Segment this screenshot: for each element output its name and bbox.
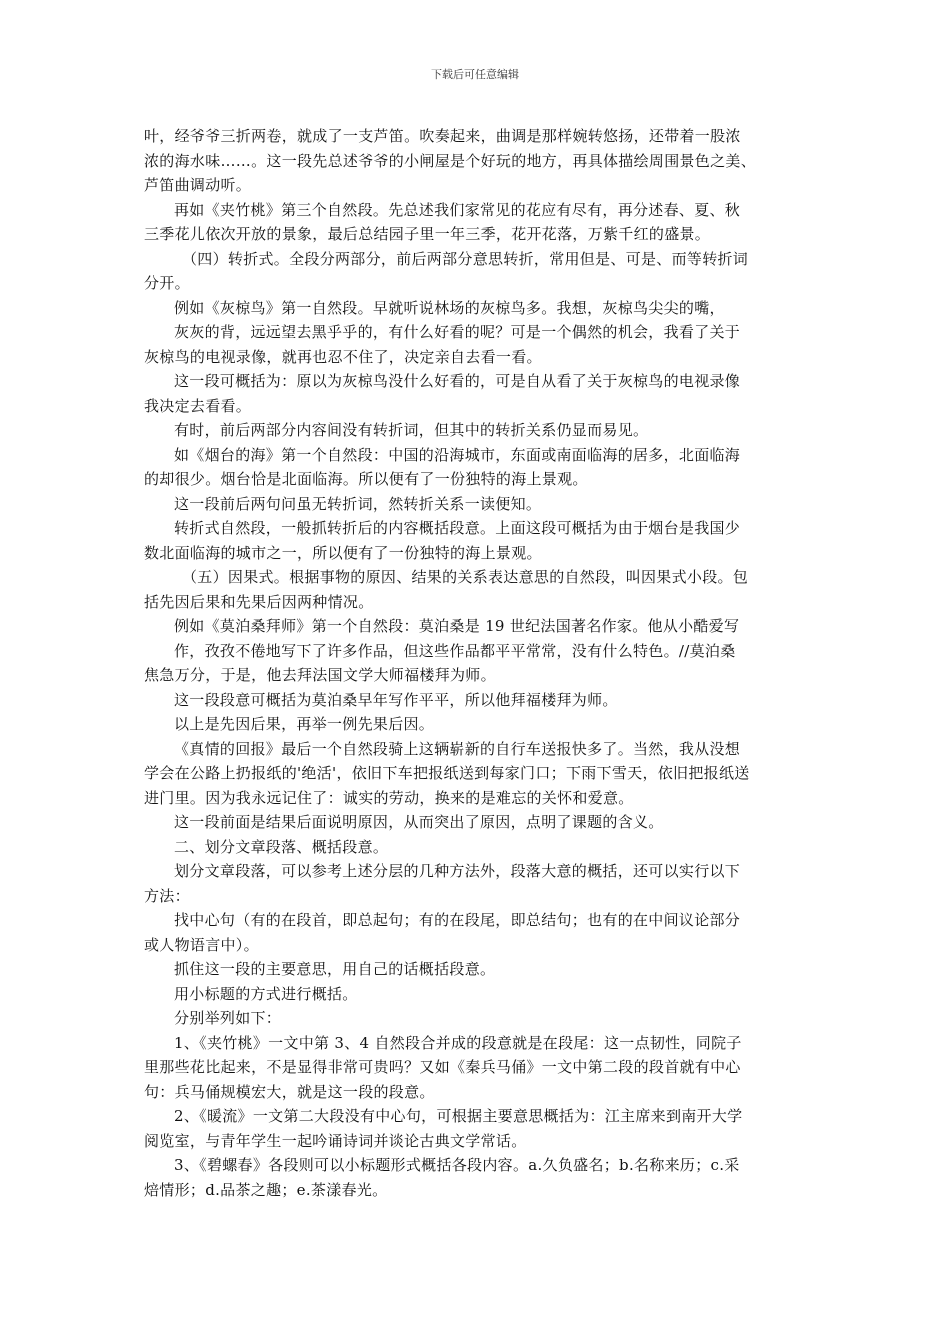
text-line: 焦急万分，于是，他去拜法国文学大师福楼拜为师。	[144, 666, 496, 684]
text-line: 二、划分文章段落、概括段意。	[174, 837, 389, 856]
text-line: 焙情形；d.品茶之趣；e.茶漾春光。	[144, 1180, 388, 1199]
text-line: 抓住这一段的主要意思，用自己的话概括段意。	[174, 960, 496, 978]
text-line: 进门里。因为我永远记住了：诚实的劳动，换来的是难忘的关怀和爱意。	[144, 788, 634, 807]
text-line: 2、《暖流》一文第二大段没有中心句，可根据主要意思概括为：江主席来到南开大学	[174, 1107, 743, 1125]
text-line: 这一段可概括为：原以为灰椋鸟没什么好看的，可是自从看了关于灰椋鸟的电视录像	[174, 372, 741, 390]
text-line: 用小标题的方式进行概括。	[174, 984, 358, 1003]
text-line: 例如《灰椋鸟》第一自然段。早就听说林场的灰椋鸟多。我想，灰椋鸟尖尖的嘴，	[174, 298, 725, 317]
text-line: 如《烟台的海》第一个自然段：中国的沿海城市，东面或南面临海的居多，北面临海	[174, 445, 741, 464]
text-line: 括先因后果和先果后因两种情况。	[144, 592, 374, 611]
text-line: 找中心句（有的在段首，即总起句；有的在段尾，即总结句；也有的在中间议论部分	[174, 911, 741, 929]
text-line: 数北面临海的城市之一，所以便有了一份独特的海上景观。	[144, 543, 542, 562]
text-line: 三季花儿依次开放的景象，最后总结园子里一年三季，花开花落，万紫千红的盛景。	[144, 225, 711, 243]
text-line: 3、《碧螺春》各段则可以小标题形式概括各段内容。a.久负盛名；b.名称来历；c.采	[174, 1156, 740, 1174]
text-line: 里那些花比起来，不是显得非常可贵吗？又如《秦兵马俑》一文中第二段的段首就有中心	[144, 1058, 741, 1076]
text-line: 这一段前面是结果后面说明原因，从而突出了原因，点明了课题的含义。	[174, 813, 664, 831]
text-line: （五）因果式。根据事物的原因、结果的关系表达意思的自然段，叫因果式小段。包	[182, 568, 749, 586]
text-line: 转折式自然段，一般抓转折后的内容概括段意。上面这段可概括为由于烟台是我国少	[174, 519, 741, 537]
text-line: 划分文章段落，可以参考上述分层的几种方法外，段落大意的概括，还可以实行以下	[174, 862, 741, 880]
text-line: 方法：	[144, 886, 190, 905]
text-line: 浓的海水味……。这一段先总述爷爷的小闸屋是个好玩的地方，再具体描绘周围景色之美、	[144, 151, 757, 170]
text-line: 1、《夹竹桃》一文中第 3、4 自然段合并成的段意就是在段尾：这一点韧性，同院子	[174, 1033, 742, 1052]
text-line: 芦笛曲调动听。	[144, 176, 252, 194]
text-line: 叶，经爷爷三折两卷，就成了一支芦笛。吹奏起来，曲调是那样婉转悠扬，还带着一股浓	[144, 127, 741, 145]
document-body	[144, 124, 820, 1202]
page-header: 下载后可任意编辑	[431, 68, 519, 81]
text-line: 作，孜孜不倦地写下了许多作品，但这些作品都平平常常，没有什么特色。//莫泊桑	[174, 641, 736, 660]
text-line: 学会在公路上扔报纸的'绝活'，依旧下车把报纸送到每家门口；下雨下雪天，依旧把报纸送	[144, 764, 750, 782]
text-line: 再如《夹竹桃》第三个自然段。先总述我们家常见的花应有尽有，再分述春、夏、秋	[174, 200, 741, 219]
text-line: 分别举列如下：	[174, 1009, 282, 1027]
text-line: 我决定去看看。	[144, 396, 252, 415]
text-line: 例如《莫泊桑拜师》第一个自然段：莫泊桑是 19 世纪法国著名作家。他从小酷爱写	[174, 617, 740, 635]
text-line: 分开。	[144, 274, 190, 292]
text-line: 阅览室，与青年学生一起吟诵诗词并谈论古典文学常话。	[144, 1131, 527, 1150]
text-line: 的却很少。烟台恰是北面临海。所以便有了一份独特的海上景观。	[144, 470, 588, 488]
text-line: 以上是先因后果，再举一例先果后因。	[174, 715, 435, 733]
text-line: 或人物语言中）。	[144, 935, 259, 954]
text-line: （四）转折式。全段分两部分，前后两部分意思转折，常用但是、可是、而等转折词	[182, 249, 749, 268]
text-line: 灰灰的背，远远望去黑乎乎的，有什么好看的呢？可是一个偶然的机会，我看了关于	[174, 323, 741, 341]
text-line: 有时，前后两部分内容间没有转折词，但其中的转折关系仍显而易见。	[174, 421, 649, 439]
text-line: 灰椋鸟的电视录像，就再也忍不住了，决定亲自去看一看。	[144, 347, 542, 366]
text-line: 这一段段意可概括为莫泊桑早年写作平平，所以他拜福楼拜为师。	[174, 690, 618, 709]
text-line: 句：兵马俑规模宏大，就是这一段的段意。	[144, 1082, 435, 1101]
text-line: 这一段前后两句问虽无转折词，然转折关系一读便知。	[174, 494, 542, 513]
text-line: 《真情的回报》最后一个自然段骑上这辆崭新的自行车送报快多了。当然，我从没想	[174, 739, 741, 758]
